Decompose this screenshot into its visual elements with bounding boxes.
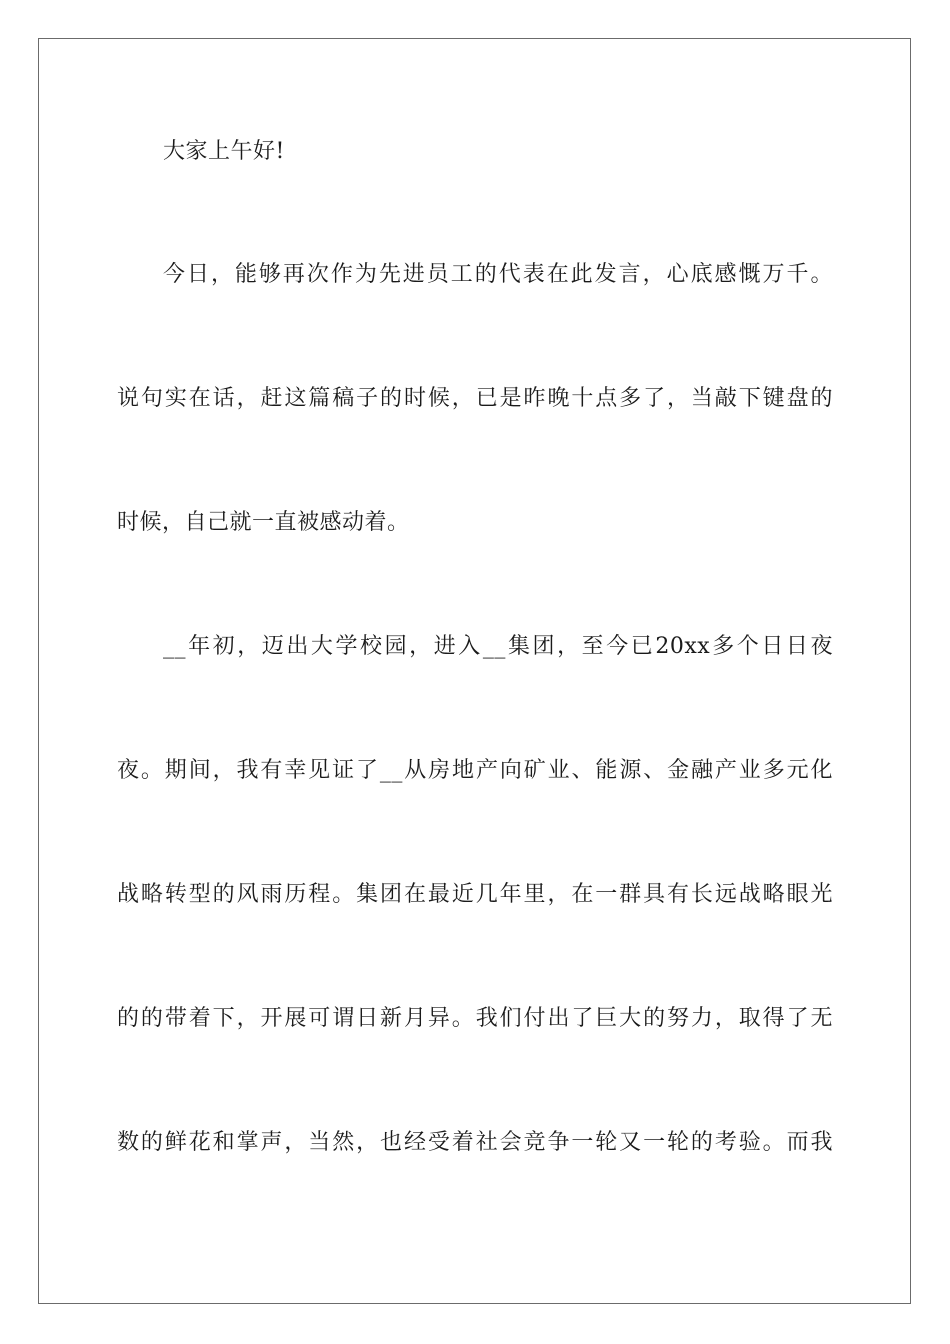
page-border xyxy=(38,38,911,1304)
paragraph-line: 数的鲜花和掌声，当然，也经受着社会竞争一轮又一轮的考验。而我 xyxy=(117,1130,833,1155)
paragraph-line: __年初，迈出大学校园，进入__集团，至今已20xx多个日日夜 xyxy=(163,634,833,659)
paragraph-line: 的的带着下，开展可谓日新月异。我们付出了巨大的努力，取得了无 xyxy=(117,1006,833,1031)
paragraph-line: 说句实在话，赶这篇稿子的时候，已是昨晚十点多了，当敲下键盘的 xyxy=(117,386,833,411)
paragraph-line: 时候，自己就一直被感动着。 xyxy=(117,510,410,535)
paragraph-line: 今日，能够再次作为先进员工的代表在此发言，心底感慨万千。 xyxy=(163,262,833,287)
paragraph-line: 夜。期间，我有幸见证了__从房地产向矿业、能源、金融产业多元化 xyxy=(117,758,833,783)
paragraph-line: 战略转型的风雨历程。集团在最近几年里，在一群具有长远战略眼光 xyxy=(117,882,833,907)
greeting-line: 大家上午好! xyxy=(163,139,285,164)
